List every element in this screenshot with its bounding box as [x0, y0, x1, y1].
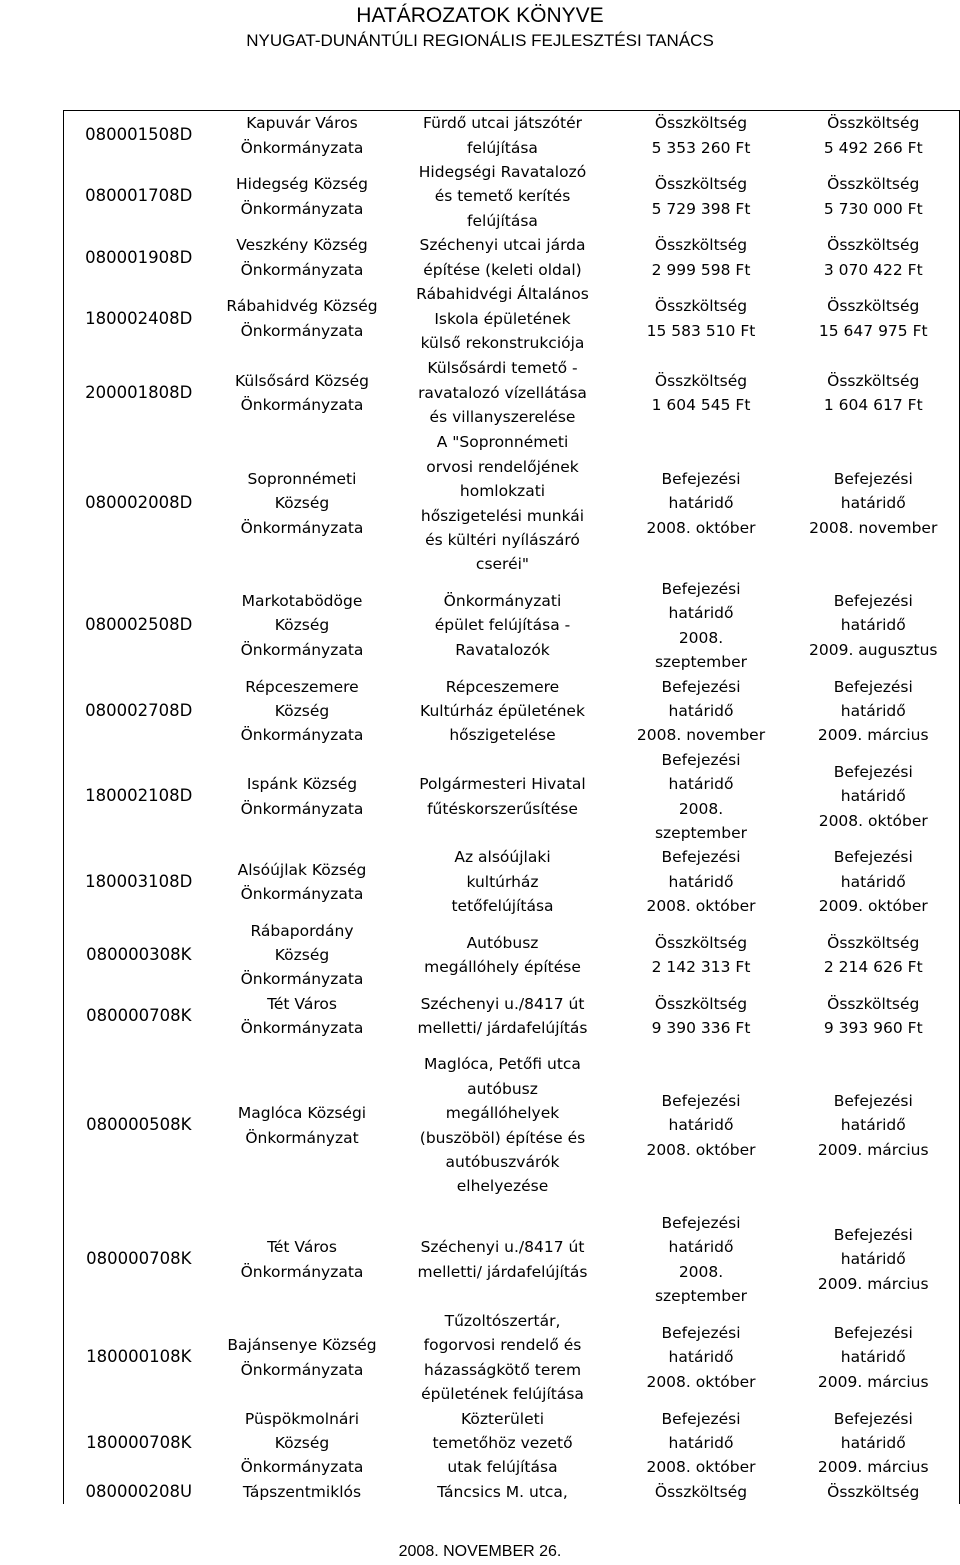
row-applicant-cell — [214, 1041, 391, 1211]
cell-text-line: 2009. március — [817, 1458, 929, 1477]
cell-text-line: Önkormányzata — [240, 726, 364, 745]
cell-text-line: Önkormányzata — [240, 138, 364, 157]
row-applicant-cell — [214, 845, 391, 918]
row-applicant-cell — [214, 919, 391, 992]
cell-text-line: fogorvosi rendelő és — [423, 1336, 582, 1355]
row-id-cell: 080002708D — [64, 675, 214, 748]
row-modified-value-cell — [788, 1309, 960, 1407]
cell-text-line: Összköltség — [654, 1482, 748, 1501]
cell-text-line: Önkormányzata — [240, 1262, 364, 1281]
row-applicant-cell — [214, 233, 391, 282]
row-applicant-cell — [214, 1309, 391, 1407]
cell-text-line: 2008. — [678, 1262, 724, 1281]
cell-text-line: Község — [274, 494, 330, 513]
row-modified-value-cell — [788, 845, 960, 918]
cell-text-line: 2009. március — [817, 1372, 929, 1391]
cell-text-line: Összköltség — [654, 236, 748, 255]
row-applicant-cell — [214, 1407, 391, 1480]
cell-text-line: 5 492 266 Ft — [823, 138, 923, 157]
cell-text-line: Közterületi — [460, 1409, 545, 1428]
row-modified-value-cell — [788, 160, 960, 233]
row-project-cell — [391, 160, 615, 233]
row-modified-value-cell — [788, 355, 960, 430]
cell-text-line: Összköltség — [654, 175, 748, 194]
table-row — [64, 233, 960, 282]
cell-text-line: Befejezési — [661, 579, 741, 598]
cell-text-line: Önkormányzata — [240, 1360, 364, 1379]
row-project-cell — [391, 1309, 615, 1407]
row-modified-value-cell — [788, 233, 960, 282]
cell-text-line: Befejezési — [661, 1323, 741, 1342]
row-original-value-cell — [615, 233, 788, 282]
cell-text-line: Önkormányzata — [240, 884, 364, 903]
cell-text-line: orvosi rendelőjének — [426, 457, 579, 476]
cell-text-line: Ravatalozók — [455, 640, 550, 659]
page-subtitle: NYUGAT-DUNÁNTÚLI REGIONÁLIS FEJLESZTÉSI TANÁCS — [246, 31, 714, 50]
cell-text-line: hőszigetelési munkái — [420, 506, 585, 525]
row-original-value-cell — [615, 282, 788, 355]
table-row — [64, 1041, 960, 1211]
cell-text-line: elhelyezése — [456, 1177, 549, 1196]
table-row — [64, 430, 960, 576]
cell-text-line: határidő — [840, 872, 906, 891]
row-original-value-cell — [615, 111, 788, 161]
cell-text-line: A "Sopronnémeti — [436, 433, 569, 452]
cell-text-line: Önkormányzata — [240, 799, 364, 818]
cell-text-line: Önkormányzata — [240, 640, 364, 659]
cell-text-line: külső rekonstrukciója — [420, 334, 585, 353]
cell-text-line: Kultúrház épületének — [420, 701, 585, 720]
cell-text-line: 9 390 336 Ft — [651, 1019, 751, 1038]
row-original-value-cell — [615, 577, 788, 675]
cell-text-line: Kapuvár Város — [246, 114, 358, 133]
row-original-value-cell — [615, 355, 788, 430]
cell-text-line: Összköltség — [827, 994, 920, 1013]
cell-text-line: Polgármesteri Hivatal — [419, 775, 586, 794]
cell-text-line: és villanyszerelése — [429, 408, 576, 427]
cell-text-line: 2009. október — [818, 897, 928, 916]
cell-text-line: 15 647 975 Ft — [818, 321, 928, 340]
cell-text-line: Befejezési — [833, 848, 913, 867]
cell-text-line: Befejezési — [661, 1409, 741, 1428]
table-row — [64, 919, 960, 992]
cell-text-line: Iskola épületének — [434, 309, 571, 328]
cell-text-line: Fürdő utcai játszótér — [423, 114, 582, 133]
row-id-cell: 180000108K — [64, 1309, 214, 1407]
row-original-value-cell — [615, 430, 788, 576]
page-title: HATÁROZATOK KÖNYVE — [356, 4, 604, 27]
cell-text-line: 2 999 598 Ft — [651, 260, 751, 279]
row-id-cell: 180002108D — [64, 748, 214, 846]
row-project-cell — [391, 919, 615, 992]
table-row — [64, 675, 960, 748]
cell-text-line: és temető kerítés — [434, 187, 571, 206]
row-id-cell: 080000508K — [64, 1041, 214, 1211]
cell-text-line: határidő — [840, 1348, 906, 1367]
cell-text-line: Táncsics M. utca, — [437, 1482, 568, 1501]
cell-text-line: megállóhelyek — [445, 1104, 560, 1123]
cell-text-line: Összköltség — [827, 297, 920, 316]
row-id-cell: 080000208U — [64, 1480, 214, 1504]
cell-text-line: 2 214 626 Ft — [823, 958, 923, 977]
cell-text-line: Tét Város — [267, 994, 337, 1013]
cell-text-line: Befejezési — [833, 1323, 913, 1342]
row-modified-value-cell — [788, 1211, 960, 1309]
row-project-cell — [391, 282, 615, 355]
cell-text-line: Tét Város — [267, 1238, 337, 1257]
cell-text-line: Befejezési — [833, 470, 913, 489]
table-row — [64, 355, 960, 430]
cell-text-line: Önkormányzata — [240, 260, 364, 279]
row-applicant-cell — [214, 430, 391, 576]
cell-text-line: ravatalozó vízellátása — [418, 383, 587, 402]
row-original-value-cell — [615, 160, 788, 233]
cell-text-line: megállóhely építése — [424, 958, 581, 977]
row-original-value-cell — [615, 748, 788, 846]
cell-text-line: 2008. október — [646, 518, 756, 537]
cell-text-line: kultúrház — [466, 872, 539, 891]
row-modified-value-cell — [788, 748, 960, 846]
cell-text-line: Alsóújlak Község — [237, 860, 367, 879]
cell-text-line: hőszigetelése — [449, 726, 556, 745]
cell-text-line: Összköltség — [827, 175, 920, 194]
cell-text-line: Befejezési — [661, 677, 741, 696]
cell-text-line: 2 142 313 Ft — [651, 958, 751, 977]
row-applicant-cell — [214, 282, 391, 355]
cell-text-line: (buszöböl) építése és — [419, 1128, 586, 1147]
table-row — [64, 1309, 960, 1407]
cell-text-line: határidő — [668, 1348, 734, 1367]
row-original-value-cell — [615, 1407, 788, 1480]
row-modified-value-cell — [788, 1041, 960, 1211]
row-applicant-cell — [214, 1480, 391, 1504]
cell-text-line: Püspökmolnári — [244, 1409, 360, 1428]
cell-text-line: Önkormányzata — [240, 395, 364, 414]
cell-text-line: fűtéskorszerűsítése — [427, 799, 578, 818]
cell-text-line: cseréi" — [475, 555, 530, 574]
row-id-cell: 080002508D — [64, 577, 214, 675]
cell-text-line: Befejezési — [661, 750, 741, 769]
cell-text-line: Község — [274, 701, 330, 720]
cell-text-line: Összköltség — [654, 371, 748, 390]
cell-text-line: Összköltség — [827, 933, 920, 952]
cell-text-line: 2009. március — [817, 1140, 929, 1159]
row-project-cell — [391, 675, 615, 748]
cell-text-line: határidő — [840, 1116, 906, 1135]
cell-text-line: 2009. március — [817, 1274, 929, 1293]
cell-text-line: Önkormányzata — [240, 199, 364, 218]
table-body — [64, 111, 960, 1505]
cell-text-line: Tűzoltószertár, — [444, 1311, 561, 1330]
cell-text-line: utak felújítása — [447, 1458, 558, 1477]
cell-text-line: Összköltség — [827, 236, 920, 255]
row-modified-value-cell — [788, 1480, 960, 1504]
row-applicant-cell — [214, 748, 391, 846]
cell-text-line: Befejezési — [661, 1213, 741, 1232]
row-id-cell: 080000708K — [64, 992, 214, 1041]
row-project-cell — [391, 845, 615, 918]
cell-text-line: Széchenyi u./8417 út — [420, 994, 585, 1013]
cell-text-line: 2008. november — [809, 518, 938, 537]
table-row — [64, 577, 960, 675]
cell-text-line: Község — [274, 945, 330, 964]
table-row — [64, 992, 960, 1041]
cell-text-line: és kültéri nyílászáró — [425, 531, 580, 550]
cell-text-line: Befejezési — [661, 848, 741, 867]
row-applicant-cell — [214, 111, 391, 161]
row-project-cell — [391, 111, 615, 161]
cell-text-line: Összköltség — [654, 994, 748, 1013]
decisions-table — [63, 110, 960, 1504]
cell-text-line: Hidegség Község — [235, 175, 368, 194]
cell-text-line: Önkormányzata — [240, 1019, 364, 1038]
cell-text-line: Veszkény Község — [236, 236, 368, 255]
cell-text-line: 2008. — [678, 799, 724, 818]
cell-text-line: temetőhöz vezető — [432, 1434, 573, 1452]
cell-text-line: határidő — [668, 872, 734, 891]
row-original-value-cell — [615, 992, 788, 1041]
cell-text-line: Befejezési — [833, 1091, 913, 1110]
cell-text-line: Összköltség — [827, 114, 920, 133]
cell-text-line: Széchenyi u./8417 út — [420, 1238, 585, 1257]
cell-text-line: 2008. október — [646, 1140, 756, 1159]
row-original-value-cell — [615, 1211, 788, 1309]
cell-text-line: Rábahidvég Község — [226, 297, 378, 316]
table-row — [64, 748, 960, 846]
row-id-cell: 080000708K — [64, 1211, 214, 1309]
cell-text-line: határidő — [668, 494, 734, 513]
row-original-value-cell — [615, 1480, 788, 1504]
cell-text-line: Maglóca, Petőfi utca — [424, 1055, 581, 1074]
row-modified-value-cell — [788, 992, 960, 1041]
cell-text-line: Külsősárdi temető - — [427, 359, 578, 378]
cell-text-line: határidő — [840, 701, 906, 720]
table-row — [64, 282, 960, 355]
row-applicant-cell — [214, 355, 391, 430]
cell-text-line: Bajánsenye Község — [227, 1336, 377, 1355]
cell-text-line: határidő — [840, 616, 906, 635]
cell-text-line: autóbuszvárók — [445, 1153, 560, 1171]
cell-text-line: Összköltség — [654, 114, 748, 133]
table-row — [64, 160, 960, 233]
row-project-cell — [391, 577, 615, 675]
cell-text-line: autóbusz — [467, 1079, 538, 1098]
cell-text-line: Rábapordány — [250, 921, 354, 940]
row-original-value-cell — [615, 1041, 788, 1211]
cell-text-line: határidő — [668, 1116, 734, 1135]
cell-text-line: Befejezési — [833, 762, 913, 781]
cell-text-line: Répceszemere — [445, 677, 560, 696]
cell-text-line: Befejezési — [661, 1091, 741, 1110]
cell-text-line: Község — [274, 616, 330, 635]
row-original-value-cell — [615, 675, 788, 748]
cell-text-line: Autóbusz — [466, 933, 539, 952]
table-row — [64, 1480, 960, 1504]
cell-text-line: 3 070 422 Ft — [823, 260, 923, 279]
row-modified-value-cell — [788, 577, 960, 675]
row-id-cell: 200001808D — [64, 355, 214, 430]
row-project-cell — [391, 430, 615, 576]
cell-text-line: Ispánk Község — [246, 775, 358, 794]
row-id-cell: 080001708D — [64, 160, 214, 233]
row-project-cell — [391, 1407, 615, 1480]
cell-text-line: 2008. október — [646, 897, 756, 916]
row-project-cell — [391, 748, 615, 846]
cell-text-line: 2008. — [678, 628, 724, 647]
cell-text-line: 1 604 617 Ft — [823, 395, 923, 414]
cell-text-line: Összköltség — [654, 933, 748, 952]
cell-text-line: Befejezési — [661, 470, 741, 489]
cell-text-line: 2008. október — [646, 1458, 756, 1477]
row-id-cell: 180000708K — [64, 1407, 214, 1480]
row-modified-value-cell — [788, 919, 960, 992]
cell-text-line: házasságkötő terem — [423, 1360, 582, 1379]
row-modified-value-cell — [788, 675, 960, 748]
cell-text-line: Összköltség — [827, 371, 920, 390]
cell-text-line: Sopronnémeti — [247, 470, 357, 489]
cell-text-line: felújítása — [467, 211, 538, 230]
cell-text-line: Önkormányzat — [245, 1128, 359, 1147]
cell-text-line: Hidegségi Ravatalozó — [418, 163, 587, 181]
cell-text-line: Befejezési — [833, 592, 913, 611]
cell-text-line: épület felújítása - — [434, 616, 571, 635]
row-project-cell — [391, 1041, 615, 1211]
cell-text-line: Önkormányzata — [240, 321, 364, 340]
row-project-cell — [391, 1480, 615, 1504]
table-row — [64, 845, 960, 918]
row-applicant-cell — [214, 1211, 391, 1309]
row-original-value-cell — [615, 845, 788, 918]
row-original-value-cell — [615, 919, 788, 992]
row-id-cell: 180003108D — [64, 845, 214, 918]
cell-text-line: Önkormányzata — [240, 970, 364, 989]
cell-text-line: Széchenyi utcai járda — [419, 236, 586, 255]
cell-text-line: Önkormányzata — [240, 1458, 364, 1477]
row-id-cell: 080001908D — [64, 233, 214, 282]
cell-text-line: határidő — [840, 787, 906, 806]
page-footer-date: 2008. NOVEMBER 26. — [398, 1543, 562, 1560]
cell-text-line: Önkormányzata — [240, 518, 364, 537]
cell-text-line: Tápszentmiklós — [242, 1482, 362, 1501]
cell-text-line: 2009. augusztus — [809, 640, 938, 659]
table-row — [64, 1407, 960, 1480]
row-id-cell: 080002008D — [64, 430, 214, 576]
cell-text-line: határidő — [840, 1250, 906, 1269]
cell-text-line: 9 393 960 Ft — [823, 1019, 923, 1038]
cell-text-line: 15 583 510 Ft — [646, 321, 756, 340]
cell-text-line: 1 604 545 Ft — [651, 395, 751, 414]
table-row — [64, 1211, 960, 1309]
cell-text-line: Befejezési — [833, 677, 913, 696]
cell-text-line: szeptember — [654, 1287, 748, 1305]
cell-text-line: épületének felújítása — [421, 1385, 584, 1403]
cell-text-line: Összköltség — [654, 297, 748, 316]
cell-text-line: 5 729 398 Ft — [651, 199, 751, 218]
row-applicant-cell — [214, 992, 391, 1041]
cell-text-line: 2009. március — [817, 726, 929, 745]
cell-text-line: határidő — [668, 775, 734, 794]
row-applicant-cell — [214, 675, 391, 748]
cell-text-line: építése (keleti oldal) — [423, 260, 582, 279]
row-project-cell — [391, 1211, 615, 1309]
cell-text-line: 5 730 000 Ft — [823, 199, 923, 218]
cell-text-line: homlokzati — [459, 482, 546, 501]
cell-text-line: 2008. november — [636, 726, 766, 745]
cell-text-line: Markotabödöge — [241, 592, 363, 611]
cell-text-line: határidő — [668, 701, 734, 720]
cell-text-line: melletti/ járdafelújítás — [417, 1262, 588, 1281]
cell-text-line: Az alsóújlaki — [454, 848, 551, 867]
row-modified-value-cell — [788, 282, 960, 355]
row-modified-value-cell — [788, 430, 960, 576]
row-project-cell — [391, 992, 615, 1041]
cell-text-line: határidő — [840, 1434, 906, 1452]
row-original-value-cell — [615, 1309, 788, 1407]
row-id-cell: 080000308K — [64, 919, 214, 992]
cell-text-line: 2008. október — [818, 811, 928, 830]
row-modified-value-cell — [788, 1407, 960, 1480]
cell-text-line: határidő — [668, 1238, 734, 1257]
cell-text-line: szeptember — [654, 823, 748, 842]
cell-text-line: Befejezési — [833, 1225, 913, 1244]
row-applicant-cell — [214, 577, 391, 675]
row-project-cell — [391, 233, 615, 282]
row-project-cell — [391, 355, 615, 430]
cell-text-line: 2008. október — [646, 1372, 756, 1391]
cell-text-line: Önkormányzati — [443, 592, 562, 611]
row-id-cell: 180002408D — [64, 282, 214, 355]
row-id-cell: 080001508D — [64, 111, 214, 161]
cell-text-line: Maglóca Községi — [237, 1104, 367, 1123]
cell-text-line: Külsősárd Község — [235, 371, 369, 390]
cell-text-line: Répceszemere — [245, 677, 359, 696]
cell-text-line: Rábahidvégi Általános — [416, 285, 589, 304]
cell-text-line: tetőfelújítása — [451, 897, 554, 916]
cell-text-line: szeptember — [654, 653, 748, 672]
cell-text-line: határidő — [668, 1434, 734, 1452]
cell-text-line: határidő — [668, 604, 734, 623]
cell-text-line: Összköltség — [827, 1482, 920, 1501]
row-modified-value-cell — [788, 111, 960, 161]
cell-text-line: 5 353 260 Ft — [651, 138, 751, 157]
cell-text-line: Község — [274, 1434, 330, 1452]
cell-text-line: felújítása — [467, 138, 538, 157]
cell-text-line: határidő — [840, 494, 906, 513]
table-row — [64, 111, 960, 161]
cell-text-line: Befejezési — [833, 1409, 913, 1428]
cell-text-line: melletti/ járdafelújítás — [417, 1019, 588, 1038]
row-applicant-cell — [214, 160, 391, 233]
